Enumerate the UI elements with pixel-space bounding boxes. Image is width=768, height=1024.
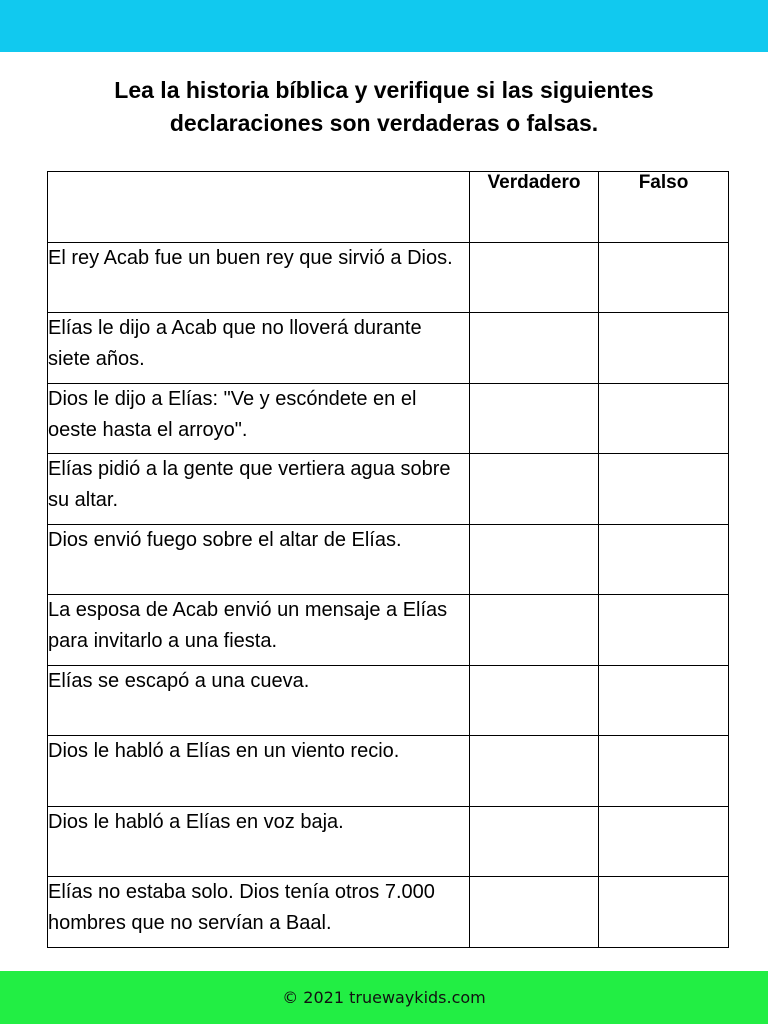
- false-answer-cell[interactable]: [599, 877, 729, 948]
- table-row: [48, 595, 729, 666]
- header-statement: [48, 172, 470, 243]
- statement-cell: Dios le habló a Elías en un viento recio.: [48, 736, 470, 807]
- false-answer-cell[interactable]: [599, 313, 729, 384]
- statement-cell: Dios le dijo a Elías: "Ve y escóndete en el oeste hasta el arroyo".: [48, 383, 470, 454]
- table-row: [48, 665, 729, 736]
- true-answer-cell[interactable]: [470, 595, 599, 666]
- true-answer-cell[interactable]: [470, 665, 599, 736]
- false-answer-cell[interactable]: [599, 242, 729, 313]
- true-answer-cell[interactable]: [470, 877, 599, 948]
- false-answer-cell[interactable]: [599, 383, 729, 454]
- true-answer-cell[interactable]: [470, 806, 599, 877]
- page-title: [0, 74, 768, 140]
- statement-cell: El rey Acab fue un buen rey que sirvió a Dios.: [48, 242, 470, 313]
- copyright-footer: © 2021 truewaykids.com: [282, 988, 486, 1007]
- statement-cell: Elías pidió a la gente que vertiera agua sobre su altar.: [48, 454, 470, 525]
- true-answer-cell[interactable]: [470, 524, 599, 595]
- table-row: [48, 877, 729, 948]
- table-row: [48, 806, 729, 877]
- true-answer-cell[interactable]: [470, 313, 599, 384]
- statement-cell: Dios envió fuego sobre el altar de Elías.: [48, 524, 470, 595]
- title-line-1: Lea la historia bíblica y verifique si las siguientes: [114, 77, 654, 103]
- header-true: Verdadero: [470, 172, 599, 243]
- table-row: [48, 454, 729, 525]
- true-false-table: [47, 171, 729, 948]
- true-answer-cell[interactable]: [470, 383, 599, 454]
- table-row: [48, 242, 729, 313]
- top-color-band: [0, 0, 768, 52]
- header-false: Falso: [599, 172, 729, 243]
- statement-cell: Elías no estaba solo. Dios tenía otros 7.000 hombres que no servían a Baal.: [48, 877, 470, 948]
- table-header-row: [48, 172, 729, 243]
- table-row: [48, 383, 729, 454]
- false-answer-cell[interactable]: [599, 665, 729, 736]
- false-answer-cell[interactable]: [599, 524, 729, 595]
- statement-cell: Dios le habló a Elías en voz baja.: [48, 806, 470, 877]
- title-line-2: declaraciones son verdaderas o falsas.: [169, 110, 599, 136]
- false-answer-cell[interactable]: [599, 454, 729, 525]
- statement-cell: Elías le dijo a Acab que no lloverá durante siete años.: [48, 313, 470, 384]
- table-row: [48, 313, 729, 384]
- table-row: [48, 736, 729, 807]
- statement-cell: La esposa de Acab envió un mensaje a Elías para invitarlo a una fiesta.: [48, 595, 470, 666]
- true-answer-cell[interactable]: [470, 242, 599, 313]
- false-answer-cell[interactable]: [599, 595, 729, 666]
- true-answer-cell[interactable]: [470, 736, 599, 807]
- false-answer-cell[interactable]: [599, 806, 729, 877]
- false-answer-cell[interactable]: [599, 736, 729, 807]
- statement-cell: Elías se escapó a una cueva.: [48, 665, 470, 736]
- table-row: [48, 524, 729, 595]
- true-answer-cell[interactable]: [470, 454, 599, 525]
